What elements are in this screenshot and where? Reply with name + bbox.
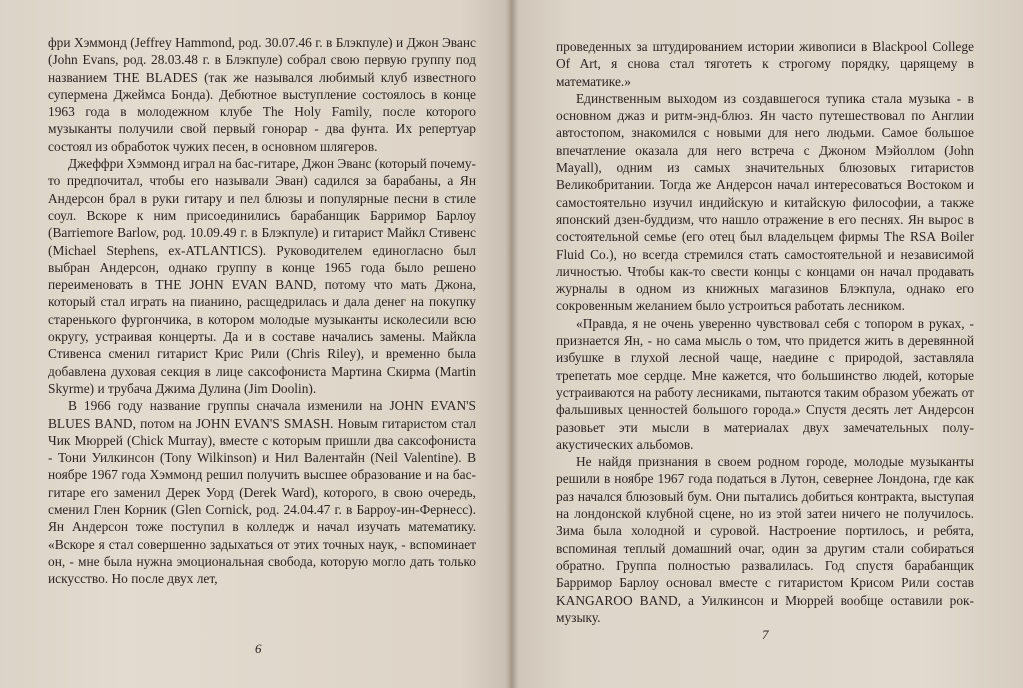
book-gutter — [505, 0, 519, 688]
left-paragraph: Джеффри Хэммонд играл на бас-гитаре, Джон Эванс (который почему-то предпочитал, чтобы его называли Эван) садился за барабаны, а Ян Андерсон брал в руки гитару и пел блюзы и популярные песни в стиле соул. Вскоре к ним присоединились барабанщик Барримор Барлоу (Barriemore Barlow, род. 10.09.49 г. в Блэкпуле) и гитарист Майкл Стивенс (Michael Stephens, ex-ATLANTICS). Руководителем единогласно был выбран Андерсон, однако группу в конце 1965 года было решено переименовать в THE JOHN EVAN BAND, потому что мать Джона, который стал играть на пианино, расщедрилась и дала денег на покупку старенького фургончика, в котором молодые музыканты исколесили всю округу, устраивая концерты. Да и в составе начались замены. Майкла Стивенса сменил гитарист Крис Рили (Chris Riley), и временно была добавлена духовая секция в лице саксофониста Мартина Скирма (Martin Skyrme) и трубача Джима Дулина (Jim Doolin). — [48, 156, 476, 396]
left-page-text — [48, 34, 476, 588]
right-paragraph: Единственным выходом из создавшегося тупика стала музыка - в основном джаз и ритм-энд-блюз. Ян часто путешествовал по Англии автостопом, знакомился с новыми для него людьми. Самое большое впечатление оказала для него встреча с Джоном Мэйоллом (John Mayall), одним из самых значительных блюзовых гитаристов Великобритании. Тогда же Андерсон начал интересоваться Востоком и самостоятельно изучил индийскую и китайскую философии, а также японский дзен-буддизм, что нашло отражение в его песнях. Ян вырос в состоятельной семье (его отец был владельцем фирмы The RSA Boiler Fluid Co.), но всегда стремился стать самостоятельной и независимой личностью. Чтобы как-то свести концы с концами он начал продавать журналы в одном из книжных магазинов Блэкпула, однако его сокровенным желанием было устроиться работать лесником. — [556, 90, 974, 314]
right-paragraph: «Правда, я не очень уверенно чувствовал себя с топором в руках, - признается Ян, - но сама мысль о том, что придется жить в деревянной избушке в глухой лесной чаще, наедине с природой, заставляла трепетать мое сердце. Мне кажется, что большинство людей, которые устраиваются на работу лесниками, пытаются таким образом убежать от фальшивых ценностей большого города.» Спустя десять лет Андерсон разовьет эти мысли в материалах двух замечательных полу-акустических альбомов. — [556, 315, 974, 452]
right-paragraph: проведенных за штудированием истории живописи в Blackpool College Of Art, я снова стал тяготеть к строгому порядку, царящему в математике.» — [556, 39, 974, 89]
right-page-text — [556, 38, 974, 626]
left-paragraph: В 1966 году название группы сначала изменили на JOHN EVAN'S BLUES BAND, потом на JOHN EVAN'S SMASH. Новым гитаристом стал Чик Мюррей (Chick Murray), вместе с которым пришли два саксофониста - Тони Уилкинсон (Tony Wilkinson) и Нил Валентайн (Neil Valentine). В ноябре 1967 года Хэммонд решил получить высшее образование и на бас-гитаре его заменил Дерек Уорд (Derek Ward), которого, в свою очередь, сменил Глен Корник (Glen Cornick, род. 24.04.47 г. в Барроу-ин-Фернесс). Ян Андерсон тоже поступил в колледж и начал изучать математику. «Вскоре я стал совершенно задыхаться от этих точных наук, - вспоминает он, - мне была нужна эмоциональная свобода, которую могло дать только искусство. Но после двух лет, — [48, 398, 476, 587]
right-paragraph: Не найдя признания в своем родном городе, молодые музыканты решили в ноябре 1967 года податься в Лутон, севернее Лондона, где как раз начался блюзовый бум. Они пытались добиться контракта, выступая на лондонской клубной сцене, но из этой затеи ничего не получилось. Зима была холодной и суровой. Настроение портилось, и ребята, вспоминая теплый домашний очаг, один за другим стали собираться обратно. Группа полностью развалилась. Год спустя барабанщик Барримор Барлоу основал вместе с гитаристом Крисом Рили состав KANGAROO BAND, а Уилкинсон и Мюррей вообще оставили рок-музыку. — [556, 454, 974, 625]
left-paragraph: фри Хэммонд (Jeffrey Hammond, род. 30.07.46 г. в Блэкпуле) и Джон Эванс (John Evans, род. 28.03.48 г. в Блэкпуле) собрал свою первую группу под названием THE BLADES (так же назывался любимый клуб известного супермена Джеймса Бонда). Дебютное выступление состоялось в конце 1963 года в молодежном клубе The Holy Family, после которого музыканты получили свой первый гонорар - два фунта. Их репертуар состоял из обработок чужих песен, в основном шлягеров. — [48, 35, 476, 154]
left-page-number: 6 — [255, 641, 262, 656]
right-page-number: 7 — [762, 627, 769, 642]
